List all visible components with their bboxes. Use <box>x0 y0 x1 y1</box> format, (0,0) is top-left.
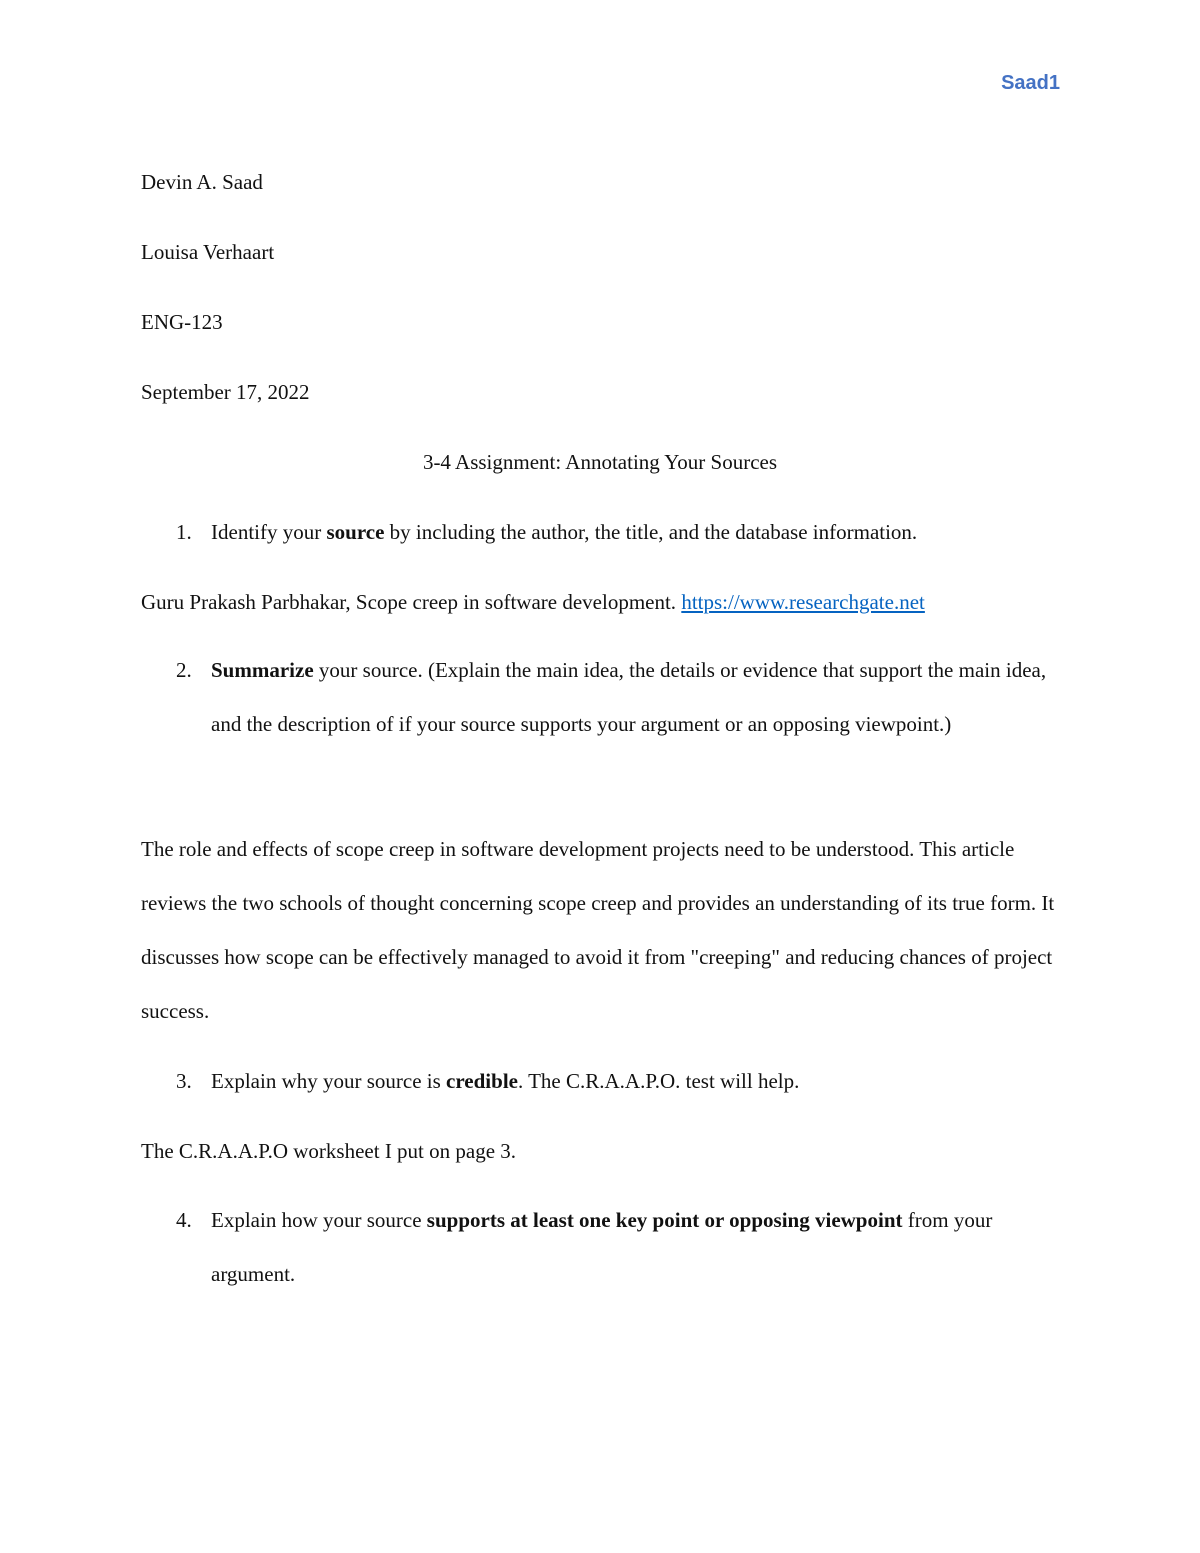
list-text: Summarize your source. (Explain the main idea, the details or evidence that support the main idea, and the description of if your source supports your argument or an opposing viewpoint.) <box>211 658 1047 736</box>
list-text: Explain how your source supports at least one key point or opposing viewpoint from your argument. <box>211 1208 993 1286</box>
source-answer <box>141 590 1061 614</box>
list-number: 2. <box>176 658 192 682</box>
list-number: 1. <box>176 520 192 544</box>
source-link[interactable]: https://www.researchgate.net <box>681 590 925 614</box>
list-text: Identify your source by including the author, the title, and the database information. <box>211 520 918 544</box>
summary-answer: The role and effects of scope creep in software development projects need to be understood. This article reviews the two schools of thought concerning scope creep and provides an understanding of its true form. It discusses how scope can be effectively managed to avoid it from "creeping" and reducing chances of project success. <box>141 837 1055 1023</box>
page-header-label: Saad1 <box>1001 72 1060 94</box>
list-number: 3. <box>176 1069 192 1093</box>
instructor-name: Louisa Verhaart <box>141 240 275 264</box>
course-code: ENG-123 <box>141 310 223 334</box>
list-number: 4. <box>176 1208 192 1232</box>
credibility-answer: The C.R.A.A.P.O worksheet I put on page 3. <box>141 1139 517 1163</box>
list-text: Explain why your source is credible. The C.R.A.A.P.O. test will help. <box>211 1069 800 1093</box>
author-name: Devin A. Saad <box>141 170 263 194</box>
document-title: 3-4 Assignment: Annotating Your Sources <box>422 450 778 474</box>
source-citation: Guru Prakash Parbhakar, Scope creep in software development. <box>141 590 682 614</box>
submission-date: September 17, 2022 <box>141 380 310 404</box>
